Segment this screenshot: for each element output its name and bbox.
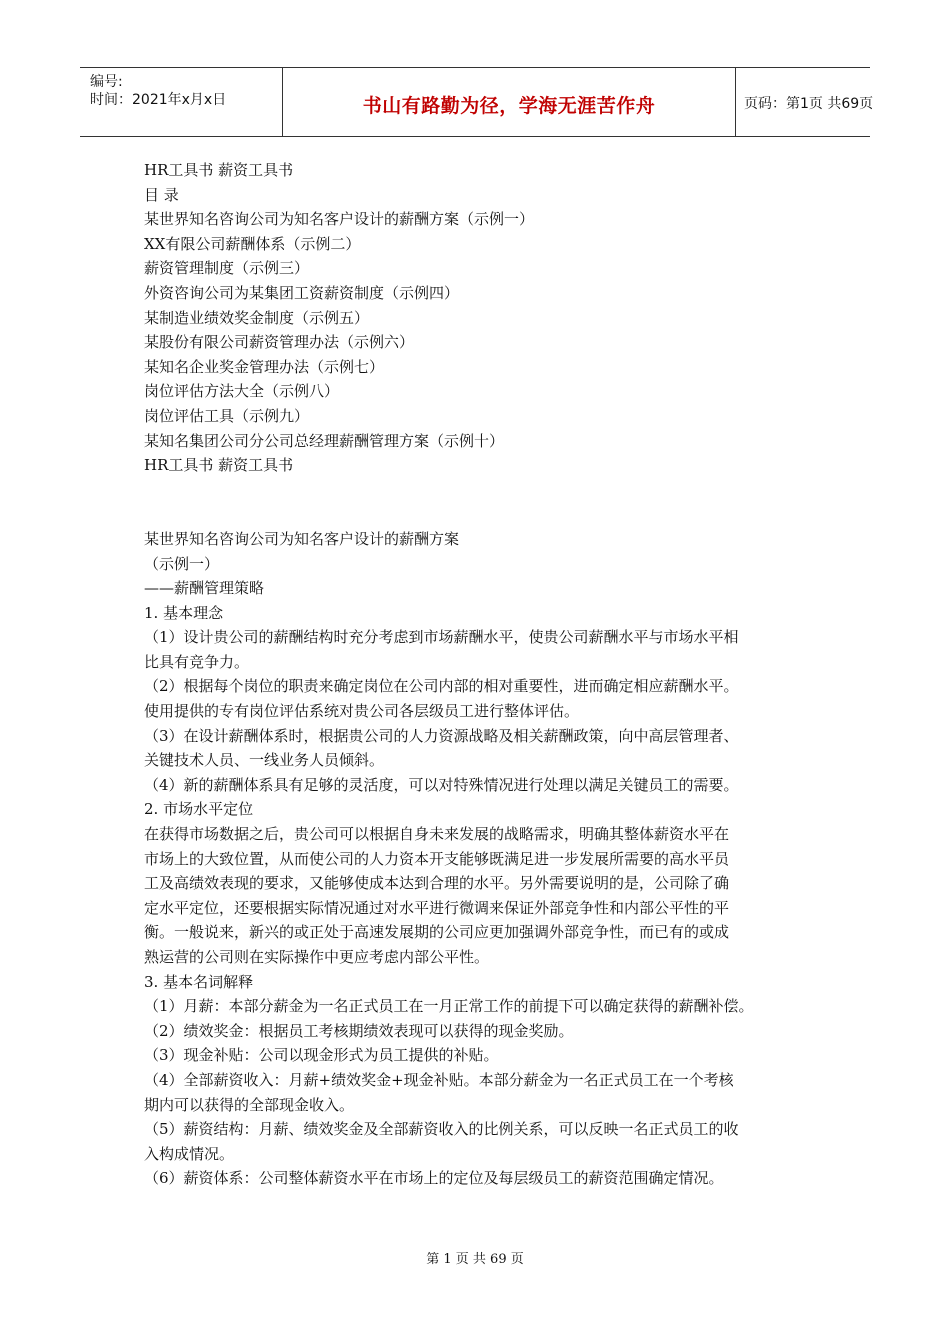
body-line: 2. 市场水平定位 (144, 800, 254, 819)
body-line: 某世界知名咨询公司为知名客户设计的薪酬方案 (144, 529, 460, 548)
body-line: HR工具书 薪资工具书 (144, 456, 294, 475)
body-line: 薪资管理制度（示例三） (144, 259, 310, 278)
body-line: HR工具书 薪资工具书 (144, 161, 294, 179)
body-line: 某股份有限公司薪资管理办法（示例六） (144, 333, 415, 352)
document-number-label: 编号: (90, 74, 123, 90)
header-motto: 书山有路勤为径，学海无涯苦作舟 (362, 95, 656, 117)
body-line: （4）新的薪酬体系具有足够的灵活度，可以对特殊情况进行处理以满足关键员工的需要。 (144, 775, 739, 794)
page-header (80, 67, 874, 137)
body-line: 市场上的大致位置，从而使公司的人力资本开支能够既满足进一步发展所需要的高水平员 (144, 849, 730, 868)
body-line: 在获得市场数据之后，贵公司可以根据自身未来发展的战略需求，明确其整体薪资水平在 (144, 825, 730, 844)
body-line: （1）月薪：本部分薪金为一名正式员工在一月正常工作的前提下可以确定获得的薪酬补偿。 (144, 997, 754, 1016)
body-line: 某知名集团公司分公司总经理薪酬管理方案（示例十） (144, 431, 505, 450)
header-motto-cell (282, 68, 736, 136)
body-line: （2）绩效奖金：根据员工考核期绩效表现可以获得的现金奖励。 (144, 1021, 574, 1040)
body-line: （5）薪资结构：月薪、绩效奖金及全部薪资收入的比例关系，可以反映一名正式员工的收 (144, 1120, 739, 1139)
document-time-label: 时间：2021年x月x日 (90, 92, 227, 108)
body-line: 某知名企业奖金管理办法（示例七） (144, 357, 385, 376)
body-line: （6）薪资体系：公司整体薪资水平在市场上的定位及每层级员工的薪资范围确定情况。 (144, 1169, 724, 1188)
header-page-info: 页码：第1页 共69页 (744, 96, 874, 112)
header-meta-cell (80, 68, 282, 136)
body-line: （2）根据每个岗位的职责来确定岗位在公司内部的相对重要性，进而确定相应薪酬水平。 (144, 677, 739, 696)
body-line: 3. 基本名词解释 (144, 972, 254, 991)
body-line: 某世界知名咨询公司为知名客户设计的薪酬方案（示例一） (144, 210, 535, 229)
body-line: 岗位评估工具（示例九） (144, 406, 310, 425)
body-line: （3）现金补贴：公司以现金形式为员工提供的补贴。 (144, 1046, 499, 1065)
body-line (144, 478, 814, 503)
body-line: （3）在设计薪酬体系时，根据贵公司的人力资源战略及相关薪酬政策，向中高层管理者、 (144, 726, 739, 745)
header-page-cell (736, 68, 874, 136)
body-line: ——薪酬管理策略 (144, 579, 265, 598)
body-line: 期内可以获得的全部现金收入。 (144, 1095, 355, 1114)
document-body (144, 158, 814, 1191)
body-line: 某制造业绩效奖金制度（示例五） (144, 308, 370, 327)
body-line: 目 录 (144, 185, 179, 204)
body-line: 定水平定位，还要根据实际情况通过对水平进行微调来保证外部竞争性和内部公平性的平 (144, 898, 730, 917)
body-line (144, 502, 814, 527)
body-line: 熟运营的公司则在实际操作中更应考虑内部公平性。 (144, 948, 490, 966)
page-footer: 第 1 页 共 69 页 (426, 1252, 524, 1267)
body-line: 衡。一般说来，新兴的或正处于高速发展期的公司应更加强调外部竞争性，而已有的或成 (144, 923, 730, 942)
body-line: （1）设计贵公司的薪酬结构时充分考虑到市场薪酬水平，使贵公司薪酬水平与市场水平相 (144, 628, 739, 647)
body-line: 比具有竞争力。 (144, 652, 250, 671)
body-line: （4）全部薪资收入：月薪+绩效奖金+现金补贴。本部分薪金为一名正式员工在一个考核 (144, 1070, 734, 1089)
body-line: 工及高绩效表现的要求，又能够使成本达到合理的水平。另外需要说明的是，公司除了确 (144, 874, 730, 893)
body-line: 1. 基本理念 (144, 603, 224, 622)
body-line: 关键技术人员、一线业务人员倾斜。 (144, 751, 385, 770)
body-line: 岗位评估方法大全（示例八） (144, 382, 340, 401)
body-line: XX有限公司薪酬体系（示例二） (144, 234, 361, 253)
body-line: 入构成情况。 (144, 1144, 235, 1163)
body-line: （示例一） (144, 554, 220, 573)
body-line: 外资咨询公司为某集团工资薪资制度（示例四） (144, 283, 460, 302)
body-line: 使用提供的专有岗位评估系统对贵公司各层级员工进行整体评估。 (144, 702, 580, 721)
